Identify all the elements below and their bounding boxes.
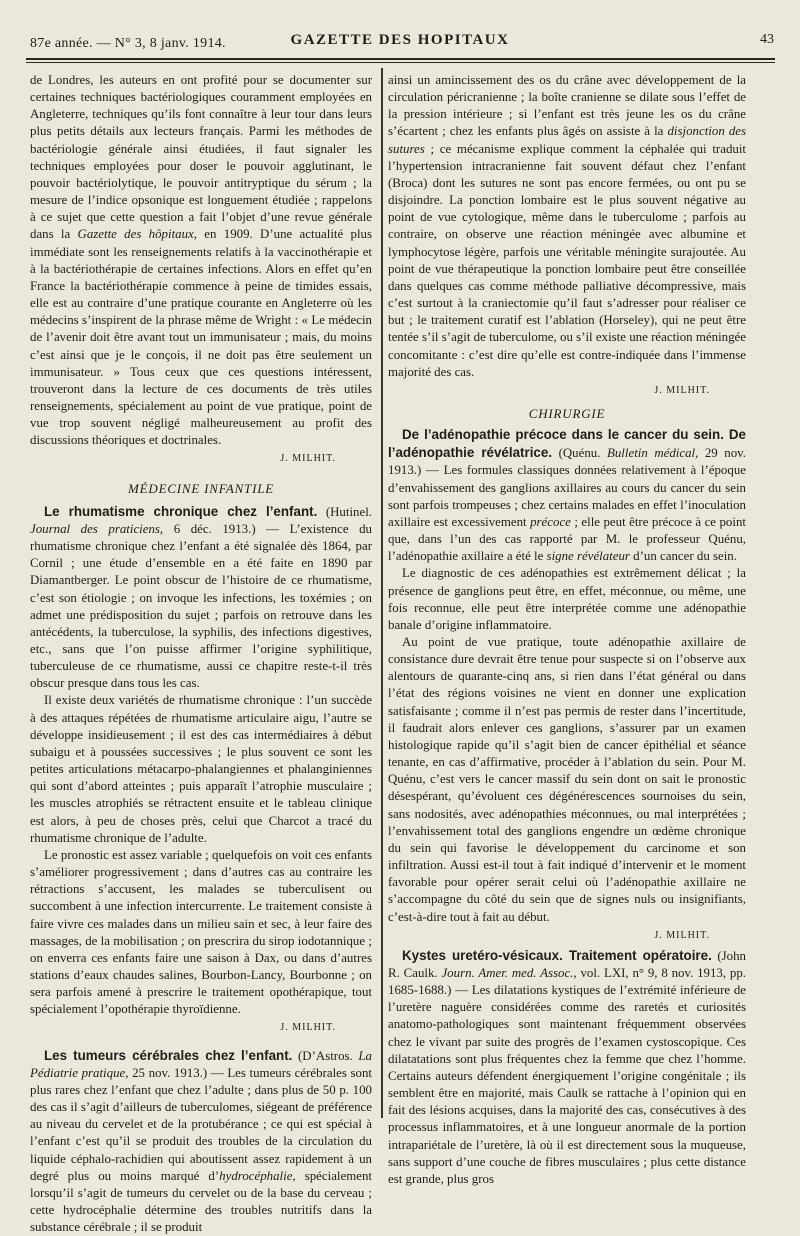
- signature: J. MILHIT.: [280, 453, 336, 465]
- signature: J. MILHIT.: [280, 1022, 336, 1034]
- left-column: [30, 72, 372, 1236]
- right-column: [388, 72, 746, 1188]
- article-rhumatisme: Le rhumatisme chronique chez l’enfant. (Hutinel. Journal des praticiens, 6 déc. 1913.) — L’existence du rhumatisme chronique chez l’enfant a été signalée dès 1864, par Cornil ; une étude d’ensemble en a été faite en 1890 par Diamantberger. Le point obscur de l’histoire de ce rhumatisme, c’est son étiologie ; on invoque les infections, les toxémies ; on admet une prédisposition du sujet ; parfois on retrouve dans les antécédents, la tuberculose, la syphilis, des infections digestives, etc., sans que l’on puisse affirmer l’origine syphilitique, tuberculeuse de ce rhumatisme, aussi ce chapitre reste-t-il très obscur presque dans tous les cas.: [30, 503, 373, 691]
- column-divider: [381, 68, 383, 1118]
- paragraph: Il existe deux variétés de rhumatisme chronique : l’un succède à des attaques répétées de rhumatisme articulaire aigu, l’autre se développe insidieusement ; il est des cas intermédiaires à début subaigu et à poussées successives ; le plus souvent ce sont les petites articulations métacarpo-phalangiennes et phalanginiennes qui sont d’abord atteintes ; puis apparaît l’atrophie musculaire ; les muscles atrophiés se rétractent ensuite et le tableau clinique est alors, à peu de choses près, celui que Charcot a tracé du rhumatisme chronique de l’adulte.: [30, 693, 372, 845]
- paragraph: Le diagnostic de ces adénopathies est extrêmement délicat ; la présence de ganglions peut être, en effet, méconnue, ou même, une fois reconnue, elle peut être interprétée comme une adénopathie banale d’origine inflammatoire.: [388, 566, 746, 632]
- article-title: De l’adénopathie précoce dans le cancer du sein. De l’adénopathie révélatrice.: [388, 427, 746, 461]
- journal-title: GAZETTE DES HOPITAUX: [290, 32, 510, 48]
- article-title: Le rhumatisme chronique chez l’enfant.: [44, 503, 318, 519]
- section-heading-chirurgie: CHIRURGIE: [528, 405, 606, 421]
- header-rule-thin: [26, 62, 775, 63]
- article-title: Kystes uretéro-vésicaux. Traitement opératoire.: [402, 947, 712, 963]
- article-adenopathie: De l’adénopathie précoce dans le cancer du sein. De l’adénopathie révélatrice. (Quénu. Bulletin médical, 29 nov. 1913.) — Les formules classiques données relativement à l’époque d’envahissement des ganglions axillaires au cours du cancer du sein sont parfois trompeuses ; chez certains malades en effet l’inoculation axillaire est excessivement précoce ; elle peut être précoce à ce point que, dans l’un des cas rapporté par M. le professeur Quénu, l’adénopathie axillaire a été le signe révélateur d’un cancer du sein.: [388, 427, 746, 564]
- signature: J. MILHIT.: [654, 929, 710, 941]
- article-tumeurs-cerebrales: Les tumeurs cérébrales chez l’enfant. (D’Astros. La Pédiatrie pratique, 25 nov. 1913.) — Les tumeurs cérébrales sont plus rares chez l’enfant que chez l’adulte ; dans plus de 50 p. 100 des cas il s’agit d’ailleurs de tuberculomes, siégeant de préférence au niveau du cervelet et de la protubérance ; ce qui est spécial à l’enfant c’est qu’il se produit des troubles de la circulation du liquide céphalo-rachidien qui aboutissent assez rapidement à un degré plus ou moins marqué d’hydrocéphalie, spécialement lorsqu’il s’agit de tumeurs du cervelet ou de la base du cerveau ; cette hydrocéphalie détermine des troubles nutritifs dans la substance cérébrale ; il se produit: [30, 1047, 372, 1235]
- intro-paragraph: de Londres, les auteurs en ont profité pour se documenter sur certaines techniques bactériologiques couramment employées en Angleterre, techniques qu’ils font connaître à leur tour dans leurs plus petits détails aux lecteurs français. Parmi les méthodes de bactériologie générale ainsi étudiées, il faut signaler les techniques employées pour doser le pouvoir agglutinant, le pouvoir bactériolytique, le pouvoir antitryptique du sérum ; la mesure de l’indice opsonique est longuement étudiée ; rappelons à ce sujet que cette question a fait l’objet d’une revue générale dans la Gazette des hôpitaux, en 1909. D’une actualité plus immédiate sont les renseignements relatifs à la vaccinothérapie et à la bactériothérapie de certaines infections. Alors en effet qu’en France la bactériothérapie commence à peine de timides essais, elle est au contraire d’une pratique courante en Angleterre où les médecins s’inspirent de la phrase même de Wright : « Le médecin de l’avenir doit être avant tout un immunisateur ; mais, du moins c’est ainsi que je le conçois, il ne doit pas être seulement un immunisateur. » Tous ceux que ces questions intéressent, trouveront dans la lecture de ces documents de très utiles renseignements, spécialement au point de vue pratique, point de vue trop souvent négligé malheureusement au profit des discussions théoriques et doctrinales.: [30, 73, 372, 448]
- issue-info: 87e année. — N° 3, 8 janv. 1914.: [30, 36, 226, 51]
- signature: J. MILHIT.: [654, 384, 710, 396]
- continued-paragraph: ainsi un amincissement des os du crâne avec développement de la circulation péricranienne ; la boîte cranienne se dilate sous l’effet de la pression intérieure ; si l’enfant est très jeune les os du crâne s’écartent ; chez les enfants plus âgés on assiste à la disjonction des sutures ; ce mécanisme explique comment la céphalée qui traduit l’hypertension intracranienne fait souvent défaut chez l’enfant (Broca) dont les sutures ne sont pas encore fermées, ou ont pu se disjoindre. La ponction lombaire est le plus souvent négative au point de vue cytologique, même dans le tuberculome ; parfois au contraire, on observe une réaction méningée avec albumine et lymphocytose légère, parfois une véritable méningite surajoutée. Au point de vue thérapeutique la ponction lombaire peut être conseillée dans quelques cas comme méthode palliative décompressive, mais c’est surtout à la craniectomie qu’il faut s’adresser pour réaliser ce but ; le traitement curatif est l’ablation (Horseley), qui ne peut être tentée s’il s’agit de tuberculome, ou s’il existe une réaction méningée concomitante : c’est dire qu’elle est contre-indiquée dans l’immense majorité des cas.: [388, 73, 747, 379]
- page-number: 43: [760, 32, 774, 47]
- section-heading-medecine-infantile: MÉDECINE INFANTILE: [128, 480, 274, 496]
- article-title: Les tumeurs cérébrales chez l’enfant.: [44, 1047, 293, 1063]
- running-header: [26, 28, 774, 52]
- header-rule-thick: [26, 58, 775, 60]
- article-kystes: Kystes uretéro-vésicaux. Traitement opératoire. (John R. Caulk. Journ. Amer. med. Assoc., vol. LXI, n° 9, 8 nov. 1913, pp. 1685-1688.) — Les dilatations kystiques de l’extrémité inférieure de l’uretère naguère considérées comme des raretés et curiosités anatomo-pathologiques sont maintenant fréquemment observées chez le vivant par suite des progrès de l’examen cystoscopique. Ces dilatatations sont plus fréquentes chez la femme que chez l’homme. Certains auteurs défendent énergiquement l’origine congénitale ; ils semblent être en majorité, mais Caulk se rattache à l’opinion qui en fait des lésions acquises, dans la majorité des cas, consécutives à des processus inflammatoires, et à une longueur anormale de la portion intrapariétale de l’uretère, là où il est directement sous la muqueuse, sans support d’une couche de fibres musculaires ; plus cette distance est grande, plus gros: [388, 947, 747, 1186]
- paragraph: Le pronostic est assez variable ; quelquefois on voit ces enfants s’améliorer progressivement ; dans d’autres cas au contraire les rétractions s’accusent, les malades se tuberculisent ou succombent à une infection intercurrente. Le traitement consiste à faire vivre ces malades dans un milieu sain et sec, à leur faire des massages, de la mobilisation ; on prescrira du sirop iodotannique ; on enverra ces enfants faire une saison à Dax, ou dans d’autres stations d’eaux chaudes salines, Bourbon-Lancy, Bourbonne ; on sera parfois amené à prescrire le traitement opothérapique, tout spécialement l’opothérapie thyroïdienne.: [30, 847, 372, 1017]
- paragraph: Au point de vue pratique, toute adénopathie axillaire de consistance dure devrait être tenue pour suspecte si on l’observe aux alentours de quarante-cinq ans, si rien dans l’état général ou dans l’état des régions voisines ne vient en donner une explication satisfaisante ; comme il n’est pas permis de rester dans l’incertitude, il faudrait alors enlever ces ganglions, s’assurer par un examen histologique rapide qu’il s’agit bien de cancer épithélial et séance tenante, en cas d’affirmative, procéder à l’ablation du sein. Pour M. Quénu, c’est vers le cancer massif du sein dont on sait le pronostic désespérant, qu’évoluent ces dégénérescences sournoises du sein, sans nodosités, avec adénopathies méconnues, ou mal interprétées ; l’envahissement total des ganglions engendre un œdème chronique du sein qui favorise le développement du carcinome et son infiltration. Aussi est-il tout à fait indiqué d’intervenir et le moment favorable pour opérer serait celui où l’adénopathie axillaire ne s’accompagne du côté du sein que de signes nuls ou insignifiants, c’est-à-dire tout à fait au début.: [388, 635, 746, 924]
